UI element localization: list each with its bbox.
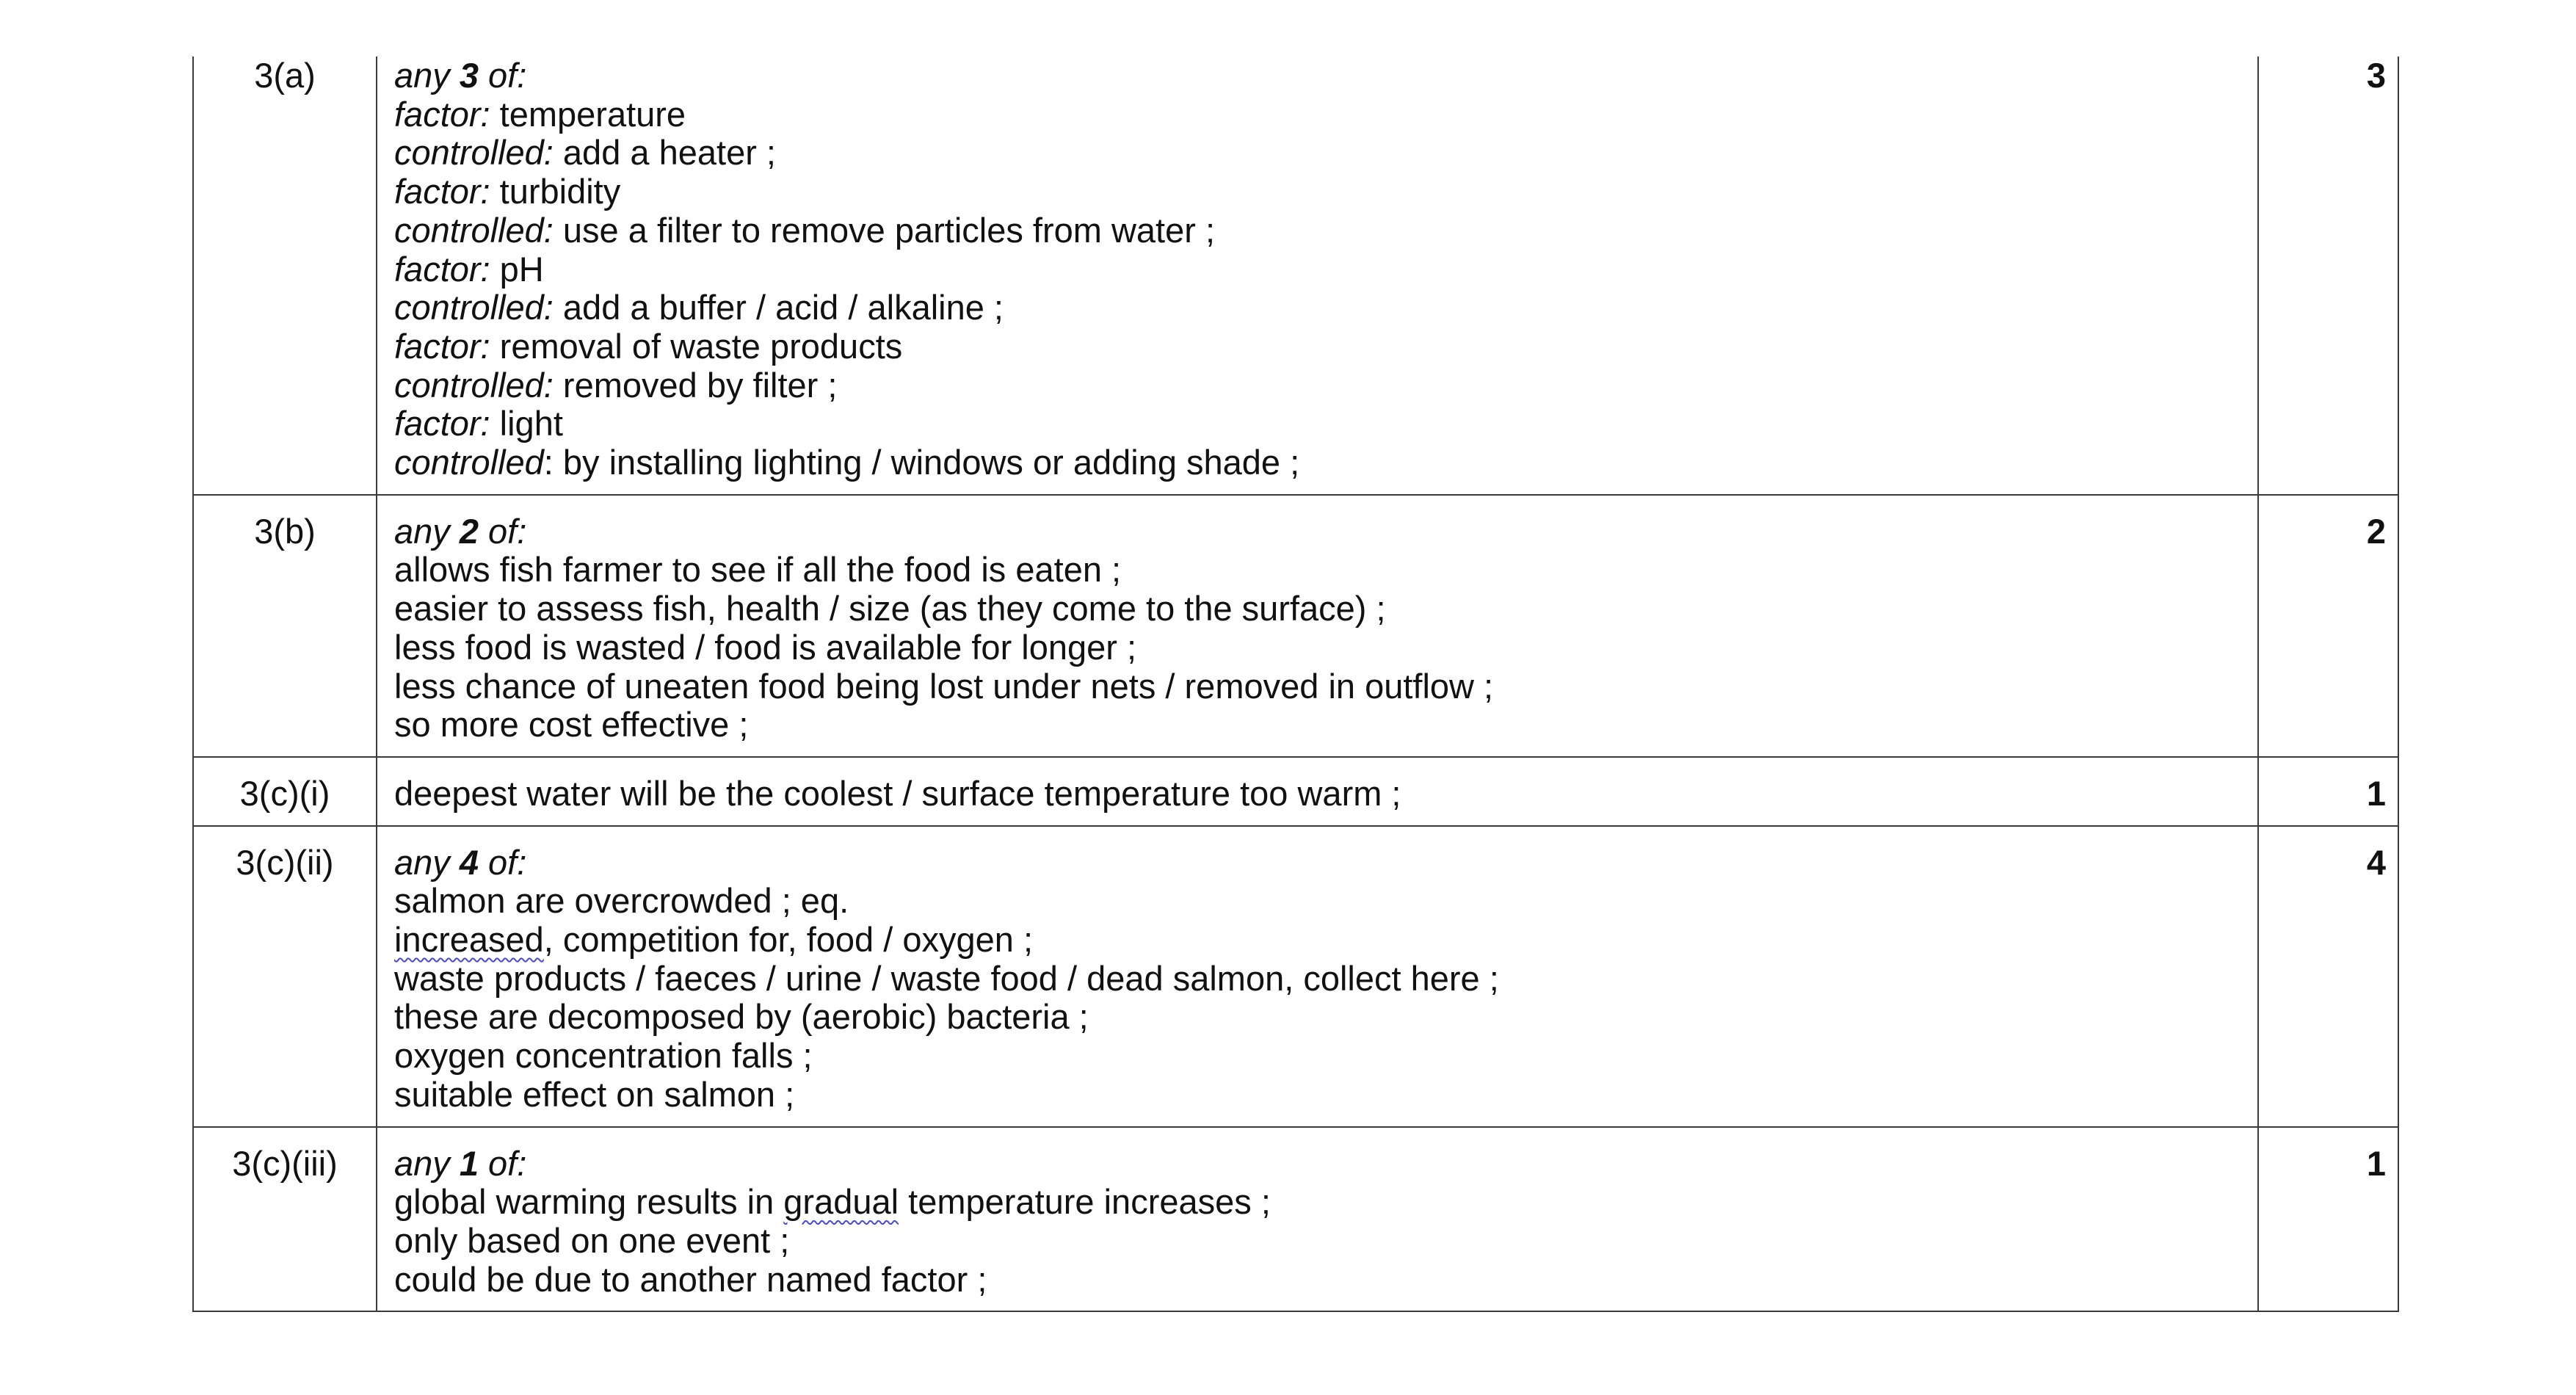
- answer-line: controlled: add a buffer / acid / alkaline ;: [394, 288, 1004, 327]
- answer-line: increased, competition for, food / oxygen ;: [394, 920, 1034, 960]
- answer-line: controlled: use a filter to remove particles from water ;: [394, 210, 1216, 250]
- answer-cell: [377, 757, 2258, 826]
- answer-line: salmon are overcrowded ; eq.: [394, 881, 849, 921]
- answer-line: could be due to another named factor ;: [394, 1259, 987, 1299]
- answer-line: deepest water will be the coolest / surface temperature too warm ;: [394, 773, 1401, 813]
- answer-cell: [377, 1127, 2258, 1312]
- answer-cell: [377, 826, 2258, 1127]
- answer-line: less food is wasted / food is available for longer ;: [394, 627, 1137, 667]
- answer-line: factor: removal of waste products: [394, 326, 903, 366]
- answer-line: allows fish farmer to see if all the food is eaten ;: [394, 550, 1122, 590]
- answer-line: controlled: removed by filter ;: [394, 365, 838, 405]
- marks-value: 3: [2258, 57, 2398, 495]
- answer-line: less chance of uneaten food being lost under nets / removed in outflow ;: [394, 666, 1494, 706]
- answer-line: factor: turbidity: [394, 172, 621, 211]
- marks-value: 1: [2258, 1127, 2398, 1312]
- answer-line: controlled: add a heater ;: [394, 133, 776, 173]
- answer-line: easier to assess fish, health / size (as they come to the surface) ;: [394, 589, 1386, 628]
- question-number: 3(c)(iii): [193, 1127, 377, 1312]
- answer-lead: any 1 of:: [394, 1143, 527, 1183]
- answer-line: only based on one event ;: [394, 1220, 790, 1260]
- answer-lead: any 3 of:: [394, 56, 527, 95]
- answer-line: factor: light: [394, 404, 563, 443]
- answer-line: so more cost effective ;: [394, 705, 749, 744]
- spellcheck-underlined-word: increased: [394, 920, 544, 960]
- answer-line: these are decomposed by (aerobic) bacteria ;: [394, 997, 1089, 1037]
- question-number: 3(b): [193, 495, 377, 757]
- question-number: 3(a): [193, 57, 377, 495]
- answer-lead: any 4 of:: [394, 842, 527, 882]
- answer-line: oxygen concentration falls ;: [394, 1036, 813, 1076]
- answer-line: factor: pH: [394, 249, 544, 289]
- question-number: 3(c)(ii): [193, 826, 377, 1127]
- answer-line: controlled: by installing lighting / windows or adding shade ;: [394, 443, 1300, 482]
- marks-value: 1: [2258, 757, 2398, 826]
- answer-cell: [377, 57, 2258, 495]
- mark-scheme-table: [192, 57, 2399, 1312]
- marks-value: 2: [2258, 495, 2398, 757]
- table-row: [193, 495, 2398, 757]
- answer-cell: [377, 495, 2258, 757]
- answer-lead: any 2 of:: [394, 511, 527, 551]
- answer-line: suitable effect on salmon ;: [394, 1074, 795, 1114]
- marks-value: 4: [2258, 826, 2398, 1127]
- table-row: [193, 826, 2398, 1127]
- table-row: [193, 57, 2398, 495]
- table-row: [193, 1127, 2398, 1312]
- answer-line: waste products / faeces / urine / waste food / dead salmon, collect here ;: [394, 958, 1499, 998]
- question-number: 3(c)(i): [193, 757, 377, 826]
- table-row: [193, 757, 2398, 826]
- answer-line: global warming results in gradual temperature increases ;: [394, 1182, 1271, 1222]
- spellcheck-underlined-word: gradual: [783, 1182, 899, 1222]
- answer-line: factor: temperature: [394, 94, 686, 134]
